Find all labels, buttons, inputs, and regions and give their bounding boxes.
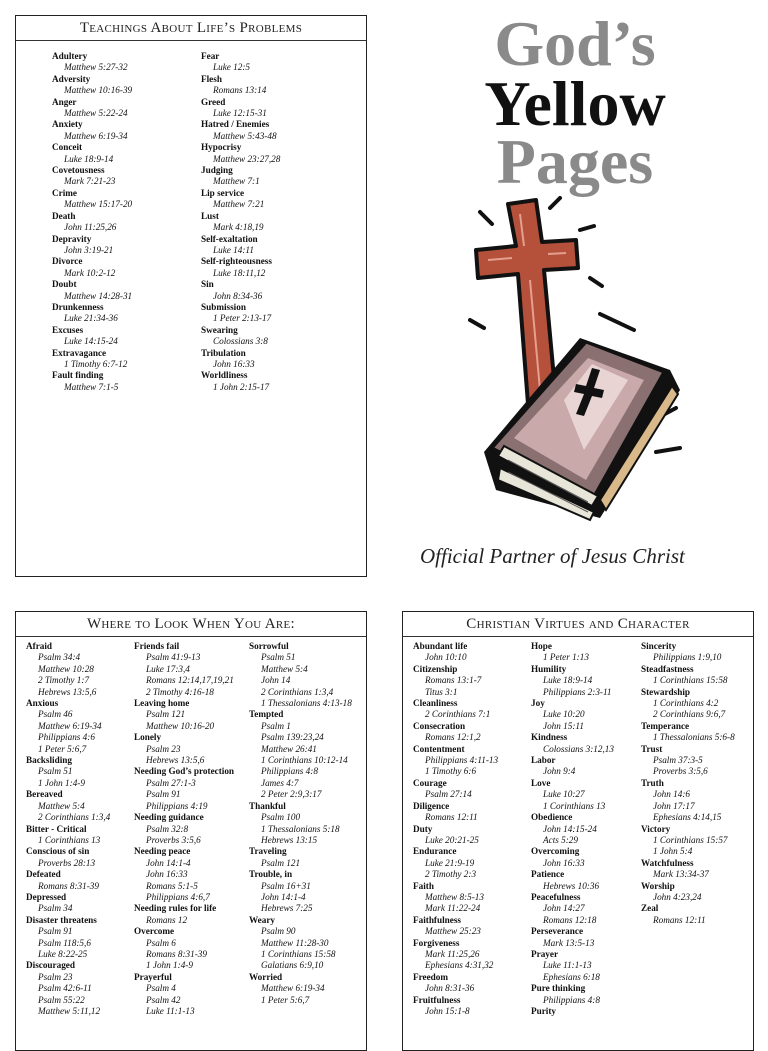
scripture-reference: Romans 13:14	[213, 85, 267, 96]
topic-heading: Afraid	[26, 641, 53, 651]
scripture-reference: Romans 5:1-5	[146, 880, 198, 891]
scripture-reference: Philippians 4:11-13	[425, 755, 499, 766]
virtues-title: Christian Virtues and Character	[403, 612, 753, 637]
topic-heading: Labor	[531, 755, 556, 766]
topic-heading: Conscious of sin	[26, 846, 90, 857]
scripture-reference: Matthew 10:28	[38, 663, 94, 674]
scripture-reference: Luke 11:1-13	[146, 1006, 195, 1016]
scripture-reference: John 15:11	[543, 720, 584, 731]
topic-heading: Truth	[641, 777, 664, 788]
topic-heading: Kindness	[531, 732, 568, 743]
topic-heading: Zeal	[641, 903, 659, 914]
topic-heading: Worship	[641, 880, 675, 891]
scripture-reference: Luke 18:11,12	[213, 267, 266, 278]
scripture-reference: Luke 10:20	[543, 709, 585, 720]
cover-tagline: Official Partner of Jesus Christ	[420, 544, 685, 568]
scripture-reference: Psalm 91	[38, 926, 73, 937]
scripture-reference: Psalm 121	[146, 709, 186, 720]
topic-heading: Self-righteousness	[201, 256, 272, 267]
scripture-reference: Hebrews 7:25	[261, 903, 313, 914]
scripture-reference: 2 Corinthians 7:1	[425, 709, 491, 720]
topic-heading: Watchfulness	[641, 857, 694, 868]
scripture-reference: Psalm 91	[146, 789, 181, 800]
scripture-reference: Psalm 23	[146, 743, 181, 754]
scripture-reference: Luke 8:22-25	[38, 948, 88, 959]
topic-heading: Humility	[531, 663, 567, 674]
where-to-look-title: Where to Look When You Are:	[16, 612, 366, 637]
topic-heading: Abundant life	[413, 641, 468, 651]
scripture-reference: Matthew 5:4	[38, 800, 85, 811]
scripture-reference: Titus 3:1	[425, 686, 458, 697]
where-to-look-column	[134, 641, 249, 1017]
scripture-reference: Matthew 25:23	[425, 926, 481, 937]
scripture-reference: Psalm 90	[261, 926, 296, 937]
topic-heading: Bitter - Critical	[26, 823, 87, 834]
scripture-reference: Psalm 1	[261, 720, 291, 731]
topic-heading: Lip service	[201, 187, 245, 198]
scripture-reference: 1 John 1:4-9	[146, 960, 193, 971]
topic-heading: Lust	[201, 210, 219, 221]
where-to-look-column	[26, 641, 134, 1017]
scripture-reference: John 14:1-4	[146, 857, 191, 868]
topic-heading: Victory	[641, 823, 671, 834]
scripture-reference: Hebrews 10:36	[543, 880, 600, 891]
scripture-reference: 1 Corinthians 13	[38, 834, 101, 845]
scripture-reference: John 10:10	[425, 652, 467, 663]
scripture-reference: 1 Corinthians 4:2	[653, 698, 719, 709]
teachings-columns	[16, 41, 366, 393]
scripture-reference: John 17:17	[653, 800, 695, 811]
scripture-reference: Proverbs 3:5,6	[653, 766, 708, 777]
scripture-reference: Colossians 3:12,13	[543, 743, 614, 754]
scripture-reference: John 4:23,24	[653, 891, 702, 902]
scripture-reference: Luke 10:27	[543, 789, 585, 800]
scripture-reference: Luke 12:5	[213, 62, 250, 73]
topic-heading: Adultery	[52, 51, 88, 61]
scripture-reference: John 16:33	[213, 358, 255, 369]
scripture-reference: 1 John 5:4	[653, 846, 693, 857]
topic-heading: Trouble, in	[249, 869, 293, 880]
scripture-reference: John 14:1-4	[261, 891, 306, 902]
scripture-reference: Matthew 11:28-30	[261, 937, 329, 948]
scripture-reference: Matthew 26:41	[261, 743, 317, 754]
scripture-reference: Matthew 6:19-34	[261, 983, 325, 994]
topic-heading: Extravagance	[52, 347, 107, 358]
topic-heading: Divorce	[52, 256, 83, 267]
topic-heading: Prayerful	[134, 971, 172, 982]
topic-heading: Flesh	[201, 73, 222, 84]
scripture-reference: Romans 12	[146, 914, 188, 925]
scripture-reference: Psalm 46	[38, 709, 73, 720]
scripture-reference: John 16:33	[543, 857, 585, 868]
topic-heading: Worldliness	[201, 370, 248, 381]
scripture-reference: John 3:19-21	[64, 244, 114, 255]
topic-heading: Leaving home	[134, 698, 190, 709]
scripture-reference: Philippians 4:6	[38, 732, 95, 743]
bible-icon	[484, 338, 680, 520]
scripture-reference: Luke 14:15-24	[64, 336, 118, 347]
scripture-reference: Matthew 5:22-24	[64, 108, 128, 119]
scripture-reference: Hebrews 13:5,6	[38, 686, 97, 697]
teachings-column	[201, 51, 350, 393]
teachings-panel	[15, 15, 367, 577]
scripture-reference: John 16:33	[146, 869, 188, 880]
topic-heading: Conceit	[52, 142, 83, 153]
scripture-reference: Romans 13:1-7	[425, 675, 482, 686]
scripture-reference: Romans 12:14,17,19,21	[146, 675, 234, 686]
scripture-reference: Psalm 37:3-5	[653, 755, 703, 766]
scripture-reference: Romans 8:31-39	[146, 948, 207, 959]
topic-heading: Excuses	[52, 324, 84, 335]
topic-heading: Patience	[531, 869, 565, 880]
scripture-reference: 1 Corinthians 15:58	[261, 948, 336, 959]
topic-heading: Overcome	[134, 926, 175, 937]
scripture-reference: Luke 21:34-36	[64, 313, 118, 324]
scripture-reference: Mark 13:5-13	[543, 937, 595, 948]
cross-and-bible-illustration	[380, 190, 768, 550]
topic-heading: Self-exaltation	[201, 233, 258, 244]
scripture-reference: 2 Peter 2:9,3:17	[261, 789, 322, 800]
scripture-reference: 1 Peter 5:6,7	[261, 994, 310, 1005]
scripture-reference: Proverbs 28:13	[38, 857, 96, 868]
scripture-reference: John 14:6	[653, 789, 690, 800]
scripture-reference: Colossians 3:8	[213, 336, 268, 347]
scripture-reference: Acts 5:29	[543, 834, 578, 845]
scripture-reference: Psalm 121	[261, 857, 301, 868]
cover	[380, 0, 768, 590]
where-to-look-column	[249, 641, 366, 1017]
scripture-reference: Matthew 6:19-34	[38, 720, 102, 731]
scripture-reference: John 11:25,26	[64, 222, 117, 233]
topic-heading: Duty	[413, 823, 433, 834]
scripture-reference: Romans 12:18	[543, 914, 597, 925]
scripture-reference: Ephesians 6:18	[543, 971, 600, 982]
scripture-reference: John 15:1-8	[425, 1006, 470, 1016]
scripture-reference: 1 Peter 2:13-17	[213, 313, 272, 324]
topic-heading: Discouraged	[26, 960, 75, 971]
scripture-reference: Luke 20:21-25	[425, 834, 479, 845]
scripture-reference: Romans 12:11	[425, 812, 478, 823]
topic-heading: Fruitfulness	[413, 994, 461, 1005]
teachings-title: Teachings About Life’s Problems	[16, 16, 366, 41]
scripture-reference: Matthew 14:28-31	[64, 290, 133, 301]
topic-heading: Endurance	[413, 846, 457, 857]
scripture-reference: Psalm 16+31	[261, 880, 311, 891]
scripture-reference: 2 Corinthians 9:6,7	[653, 709, 726, 720]
scripture-reference: 1 Corinthians 10:12-14	[261, 755, 348, 766]
scripture-reference: Mark 4:18,19	[213, 222, 264, 233]
scripture-reference: Philippians 2:3-11	[543, 686, 612, 697]
scripture-reference: Psalm 27:1-3	[146, 777, 196, 788]
scripture-reference: John 14:27	[543, 903, 585, 914]
teachings-column	[52, 51, 201, 393]
topic-heading: Lonely	[134, 732, 162, 743]
topic-heading: Crime	[52, 187, 77, 198]
scripture-reference: Matthew 5:11,12	[38, 1006, 101, 1016]
topic-heading: Defeated	[26, 869, 61, 880]
scripture-reference: Matthew 5:43-48	[213, 130, 277, 141]
topic-heading: Tribulation	[201, 347, 246, 358]
scripture-reference: Matthew 23:27,28	[213, 153, 281, 164]
scripture-reference: Psalm 42:6-11	[38, 983, 92, 994]
scripture-reference: 1 Timothy 6:7-12	[64, 358, 128, 369]
topic-heading: Worried	[249, 971, 283, 982]
scripture-reference: 1 John 2:15-17	[213, 381, 270, 392]
topic-heading: Sorrowful	[249, 641, 289, 651]
scripture-reference: Psalm 4	[146, 983, 176, 994]
scripture-reference: 1 Corinthians 13	[543, 800, 606, 811]
scripture-reference: Mark 11:25,26	[425, 948, 480, 959]
scripture-reference: Psalm 41:9-13	[146, 652, 201, 663]
scripture-reference: Matthew 15:17-20	[64, 199, 133, 210]
scripture-reference: Psalm 51	[261, 652, 296, 663]
scripture-reference: Philippians 4:8	[261, 766, 318, 777]
scripture-reference: 1 Corinthians 15:57	[653, 834, 728, 845]
topic-heading: Cleanliness	[413, 698, 458, 709]
topic-heading: Faithfulness	[413, 914, 461, 925]
scripture-reference: Psalm 55:22	[38, 994, 85, 1005]
topic-heading: Hatred / Enemies	[201, 119, 270, 130]
topic-heading: Diligence	[413, 800, 450, 811]
scripture-reference: John 9:4	[543, 766, 576, 777]
scripture-reference: Matthew 10:16-20	[146, 720, 215, 731]
topic-heading: Pure thinking	[531, 983, 586, 994]
topic-heading: Anxiety	[52, 119, 83, 130]
topic-heading: Friends fail	[134, 641, 180, 651]
topic-heading: Hypocrisy	[201, 142, 242, 153]
scripture-reference: 1 Timothy 6:6	[425, 766, 477, 777]
scripture-reference: Romans 12:1,2	[425, 732, 481, 743]
topic-heading: Peacefulness	[531, 891, 581, 902]
virtues-panel	[402, 611, 754, 1051]
topic-heading: Fault finding	[52, 370, 104, 381]
scripture-reference: Psalm 100	[261, 812, 301, 823]
scripture-reference: Psalm 51	[38, 766, 73, 777]
scripture-reference: Luke 14:11	[213, 244, 254, 255]
topic-heading: Depressed	[26, 891, 67, 902]
topic-heading: Thankful	[249, 800, 286, 811]
virtues-column	[531, 641, 641, 1017]
topic-heading: Perseverance	[531, 926, 584, 937]
topic-heading: Hope	[531, 641, 552, 651]
topic-heading: Contentment	[413, 743, 465, 754]
scripture-reference: Matthew 7:1	[213, 176, 260, 187]
topic-heading: Judging	[201, 165, 233, 176]
topic-heading: Obedience	[531, 812, 573, 823]
topic-heading: Needing guidance	[134, 812, 204, 823]
topic-heading: Covetousness	[52, 165, 105, 176]
topic-heading: Needing rules for life	[134, 903, 217, 914]
scripture-reference: Luke 17:3,4	[146, 663, 190, 674]
scripture-reference: Luke 18:9-14	[543, 675, 593, 686]
topic-heading: Freedom	[413, 971, 449, 982]
topic-heading: Adversity	[52, 73, 91, 84]
scripture-reference: Philippians 4:6,7	[146, 891, 210, 902]
scripture-reference: Psalm 6	[146, 937, 176, 948]
scripture-reference: Philippians 4:19	[146, 800, 208, 811]
scripture-reference: Galatians 6:9,10	[261, 960, 324, 971]
topic-heading: Citizenship	[413, 663, 458, 674]
scripture-reference: 1 Thessalonians 4:13-18	[261, 698, 352, 709]
topic-heading: Prayer	[531, 948, 559, 959]
scripture-reference: 2 Timothy 2:3	[425, 869, 477, 880]
topic-heading: Sin	[201, 279, 214, 290]
scripture-reference: Matthew 5:27-32	[64, 62, 128, 73]
topic-heading: Disaster threatens	[26, 914, 97, 925]
title-yellow: Yellow	[484, 68, 666, 139]
scripture-reference: 2 Corinthians 1:3,4	[261, 686, 334, 697]
topic-heading: Forgiveness	[413, 937, 460, 948]
scripture-reference: Romans 12:11	[653, 914, 706, 925]
topic-heading: Traveling	[249, 846, 287, 857]
scripture-reference: Matthew 7:1-5	[64, 381, 119, 392]
scripture-reference: Mark 13:34-37	[653, 869, 709, 880]
title-gods: God’s	[494, 8, 656, 79]
scripture-reference: Luke 21:9-19	[425, 857, 475, 868]
virtues-columns	[403, 637, 753, 1017]
topic-heading: Anger	[52, 96, 77, 107]
scripture-reference: Matthew 5:4	[261, 663, 308, 674]
scripture-reference: 2 Timothy 4:16-18	[146, 686, 214, 697]
scripture-reference: John 8:31-36	[425, 983, 475, 994]
scripture-reference: 2 Corinthians 1:3,4	[38, 812, 111, 823]
topic-heading: Consecration	[413, 720, 466, 731]
topic-heading: Fear	[201, 51, 220, 61]
topic-heading: Anxious	[26, 698, 59, 709]
scripture-reference: Psalm 139:23,24	[261, 732, 324, 743]
virtues-column	[641, 641, 753, 1017]
scripture-reference: Luke 18:9-14	[64, 153, 114, 164]
scripture-reference: John 8:34-36	[213, 290, 263, 301]
scripture-reference: Matthew 7:21	[213, 199, 265, 210]
scripture-reference: Psalm 42	[146, 994, 181, 1005]
topic-heading: Tempted	[249, 709, 284, 720]
topic-heading: Trust	[641, 743, 663, 754]
scripture-reference: Psalm 118:5,6	[38, 937, 91, 948]
topic-heading: Drunkenness	[52, 301, 104, 312]
scripture-reference: Matthew 6:19-34	[64, 130, 128, 141]
scripture-reference: 1 Thessalonians 5:6-8	[653, 732, 735, 743]
topic-heading: Faith	[413, 880, 434, 891]
scripture-reference: Philippians 4:8	[543, 994, 600, 1005]
topic-heading: Weary	[249, 914, 276, 925]
topic-heading: Doubt	[52, 279, 77, 290]
scripture-reference: 1 Peter 1:13	[543, 652, 589, 663]
scripture-reference: John 14:15-24	[543, 823, 597, 834]
scripture-reference: Psalm 32:8	[146, 823, 189, 834]
scripture-reference: 1 Peter 5:6,7	[38, 743, 87, 754]
topic-heading: Death	[52, 210, 76, 221]
topic-heading: Backsliding	[26, 755, 72, 766]
scripture-reference: Hebrews 13:15	[261, 834, 318, 845]
scripture-reference: Matthew 8:5-13	[425, 891, 484, 902]
topic-heading: Swearing	[201, 324, 238, 335]
topic-heading: Temperance	[641, 720, 690, 731]
scripture-reference: Mark 10:2-12	[64, 267, 116, 278]
scripture-reference: John 14	[261, 675, 291, 686]
scripture-reference: Ephesians 4:14,15	[653, 812, 722, 823]
virtues-column	[413, 641, 531, 1017]
scripture-reference: Mark 7:21-23	[64, 176, 116, 187]
topic-heading: Needing peace	[134, 846, 191, 857]
scripture-reference: 1 Corinthians 15:58	[653, 675, 728, 686]
scripture-reference: 2 Timothy 1:7	[38, 675, 90, 686]
topic-heading: Greed	[201, 96, 226, 107]
topic-heading: Depravity	[52, 233, 92, 244]
topic-heading: Courage	[413, 777, 447, 788]
topic-heading: Submission	[201, 301, 246, 312]
topic-heading: Joy	[531, 698, 545, 709]
topic-heading: Love	[531, 777, 551, 788]
scripture-reference: Psalm 27:14	[425, 789, 472, 800]
topic-heading: Bereaved	[26, 789, 63, 800]
scripture-reference: Luke 11:1-13	[543, 960, 592, 971]
scripture-reference: Proverbs 3:5,6	[146, 834, 201, 845]
where-to-look-columns	[16, 637, 366, 1017]
topic-heading: Needing God’s protection	[134, 766, 235, 777]
scripture-reference: Mark 11:22-24	[425, 903, 481, 914]
scripture-reference: Philippians 1:9,10	[653, 652, 722, 663]
scripture-reference: Romans 8:31-39	[38, 880, 99, 891]
scripture-reference: Hebrews 13:5,6	[146, 755, 205, 766]
topic-heading: Overcoming	[531, 846, 580, 857]
scripture-reference: Luke 12:15-31	[213, 108, 267, 119]
topic-heading: Steadfastness	[641, 663, 694, 674]
where-to-look-panel	[15, 611, 367, 1051]
scripture-reference: Matthew 10:16-39	[64, 85, 133, 96]
scripture-reference: 1 John 1:4-9	[38, 777, 85, 788]
scripture-reference: James 4:7	[261, 777, 299, 788]
title-pages: Pages	[496, 126, 654, 197]
topic-heading: Stewardship	[641, 686, 691, 697]
topic-heading: Purity	[531, 1006, 557, 1016]
scripture-reference: 1 Thessalonians 5:18	[261, 823, 340, 834]
topic-heading: Sincerity	[641, 641, 677, 651]
scripture-reference: Psalm 34	[38, 903, 73, 914]
scripture-reference: Ephesians 4:31,32	[425, 960, 494, 971]
scripture-reference: Psalm 34:4	[38, 652, 81, 663]
scripture-reference: Psalm 23	[38, 971, 73, 982]
